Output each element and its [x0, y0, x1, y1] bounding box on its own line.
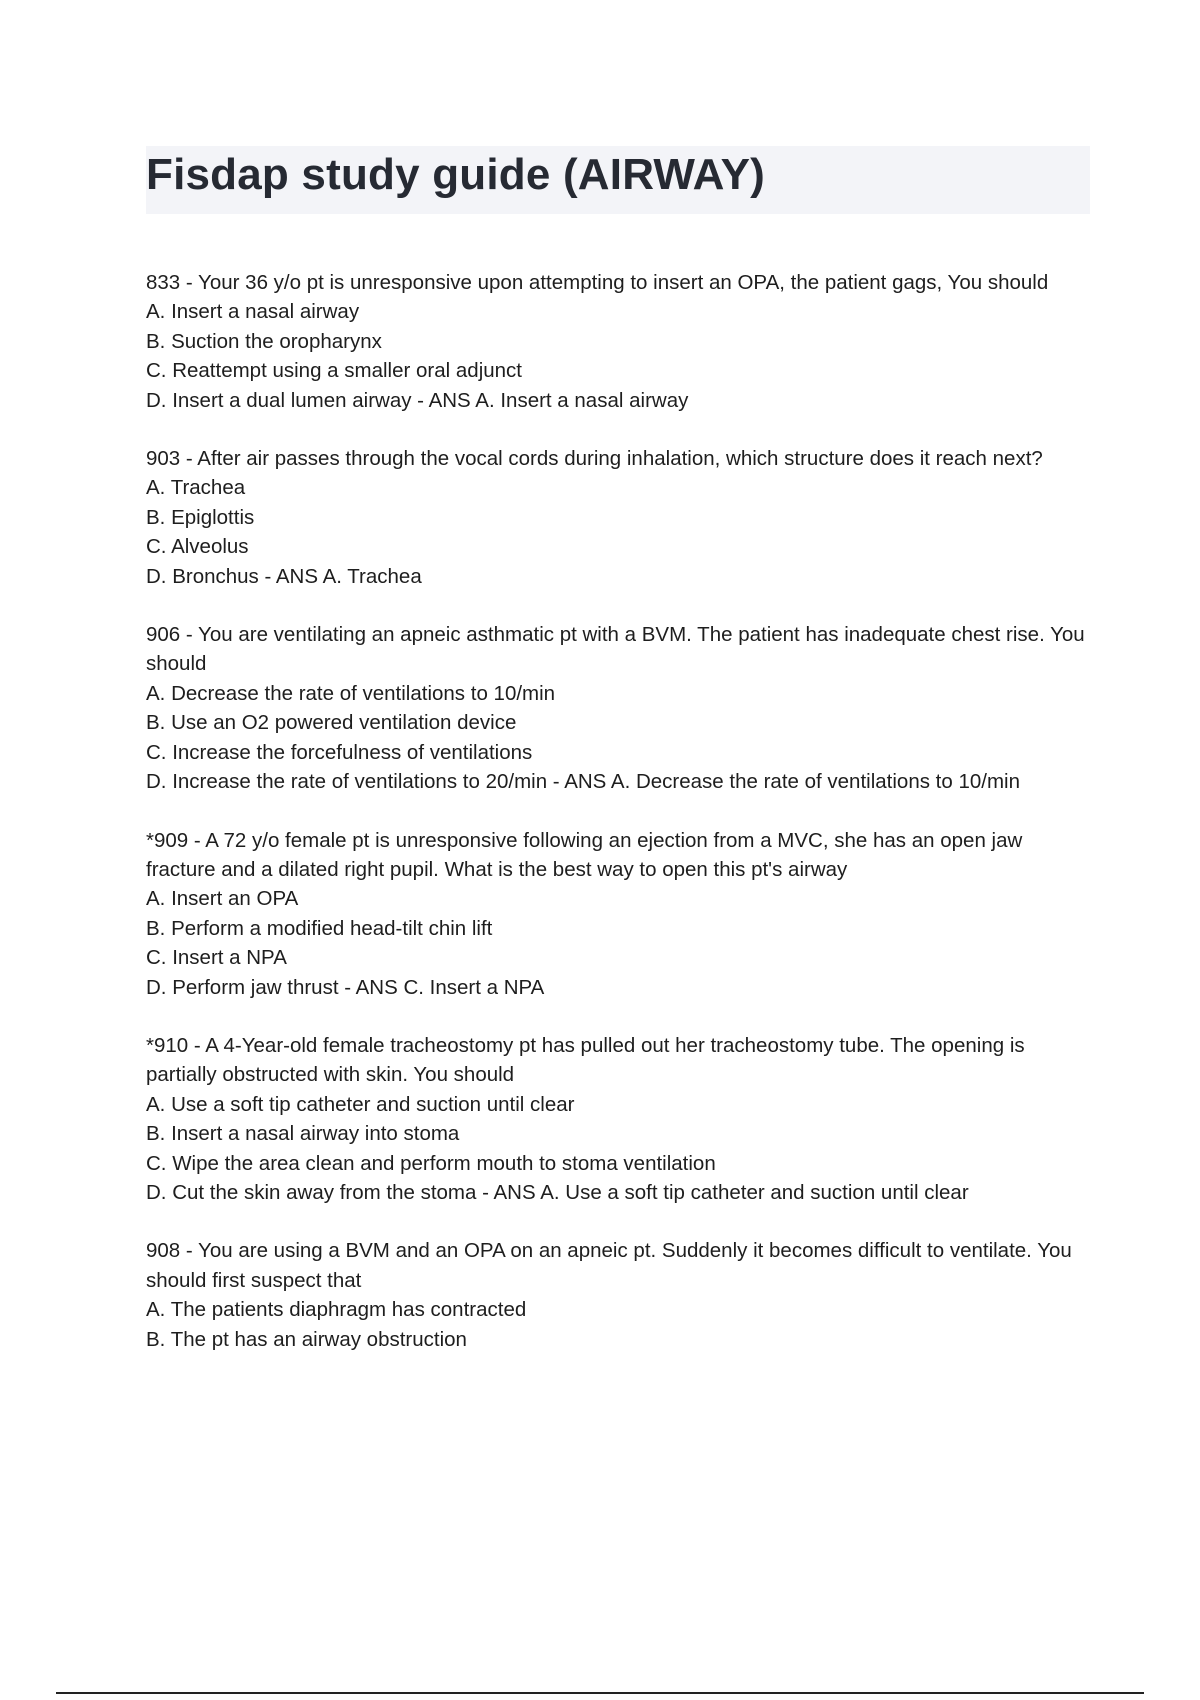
answer-option: A. Insert a nasal airway	[146, 300, 360, 324]
answer-option: D. Insert a dual lumen airway - ANS A. Insert a nasal airway	[146, 388, 689, 412]
answer-option: A. Use a soft tip catheter and suction until clear	[146, 1092, 575, 1116]
answer-option: B. Perform a modified head-tilt chin lift	[146, 916, 493, 940]
question-stem: 903 - After air passes through the vocal cords during inhalation, which structure does it reach next?	[146, 447, 1043, 471]
answer-option: B. The pt has an airway obstruction	[146, 1327, 467, 1351]
question-item	[146, 1031, 1090, 1207]
question-stem: *910 - A 4-Year-old female tracheostomy pt has pulled out her tracheostomy tube. The opening is partially obstructed with skin. You should	[146, 1033, 1025, 1087]
question-stem: 833 - Your 36 y/o pt is unresponsive upon attempting to insert an OPA, the patient gags, You should	[146, 271, 1049, 294]
question-stem: 906 - You are ventilating an apneic asthmatic pt with a BVM. The patient has inadequate chest rise. You should	[146, 623, 1085, 676]
answer-option: B. Insert a nasal airway into stoma	[146, 1122, 460, 1146]
question-item	[146, 620, 1090, 796]
answer-option: C. Wipe the area clean and perform mouth to stoma ventilation	[146, 1151, 716, 1175]
answer-option: C. Alveolus	[146, 535, 249, 559]
answer-option: B. Use an O2 powered ventilation device	[146, 711, 517, 735]
question-stem: 908 - You are using a BVM and an OPA on an apneic pt. Suddenly it becomes difficult to ventilate. You should first suspect that	[146, 1239, 1072, 1292]
question-item	[146, 268, 1090, 415]
answer-option: C. Insert a NPA	[146, 946, 287, 970]
answer-option: D. Bronchus - ANS A. Trachea	[146, 564, 422, 588]
page-title: Fisdap study guide (AIRWAY)	[146, 150, 766, 199]
question-stem: *909 - A 72 y/o female pt is unresponsive following an ejection from a MVC, she has an open jaw fracture and a dilated right pupil. What is the best way to open this pt's airway	[146, 828, 1023, 881]
question-item	[146, 826, 1090, 1002]
answer-option: B. Epiglottis	[146, 505, 255, 529]
title-banner	[146, 146, 1090, 214]
answer-option: D. Cut the skin away from the stoma - ANS A. Use a soft tip catheter and suction until clear	[146, 1180, 969, 1204]
answer-option: A. Trachea	[146, 476, 246, 500]
question-item	[146, 1236, 1090, 1354]
footer-divider	[56, 1692, 1144, 1694]
question-item	[146, 444, 1090, 591]
answer-option: D. Perform jaw thrust - ANS C. Insert a NPA	[146, 975, 545, 999]
answer-option: D. Increase the rate of ventilations to 20/min - ANS A. Decrease the rate of ventilations to 10/min	[146, 770, 1020, 794]
question-list	[146, 268, 1090, 1383]
answer-option: A. Insert an OPA	[146, 887, 299, 911]
answer-option: B. Suction the oropharynx	[146, 329, 382, 353]
answer-option: A. Decrease the rate of ventilations to 10/min	[146, 681, 556, 705]
answer-option: C. Reattempt using a smaller oral adjunct	[146, 359, 523, 383]
answer-option: C. Increase the forcefulness of ventilations	[146, 740, 533, 764]
answer-option: A. The patients diaphragm has contracted	[146, 1298, 527, 1322]
